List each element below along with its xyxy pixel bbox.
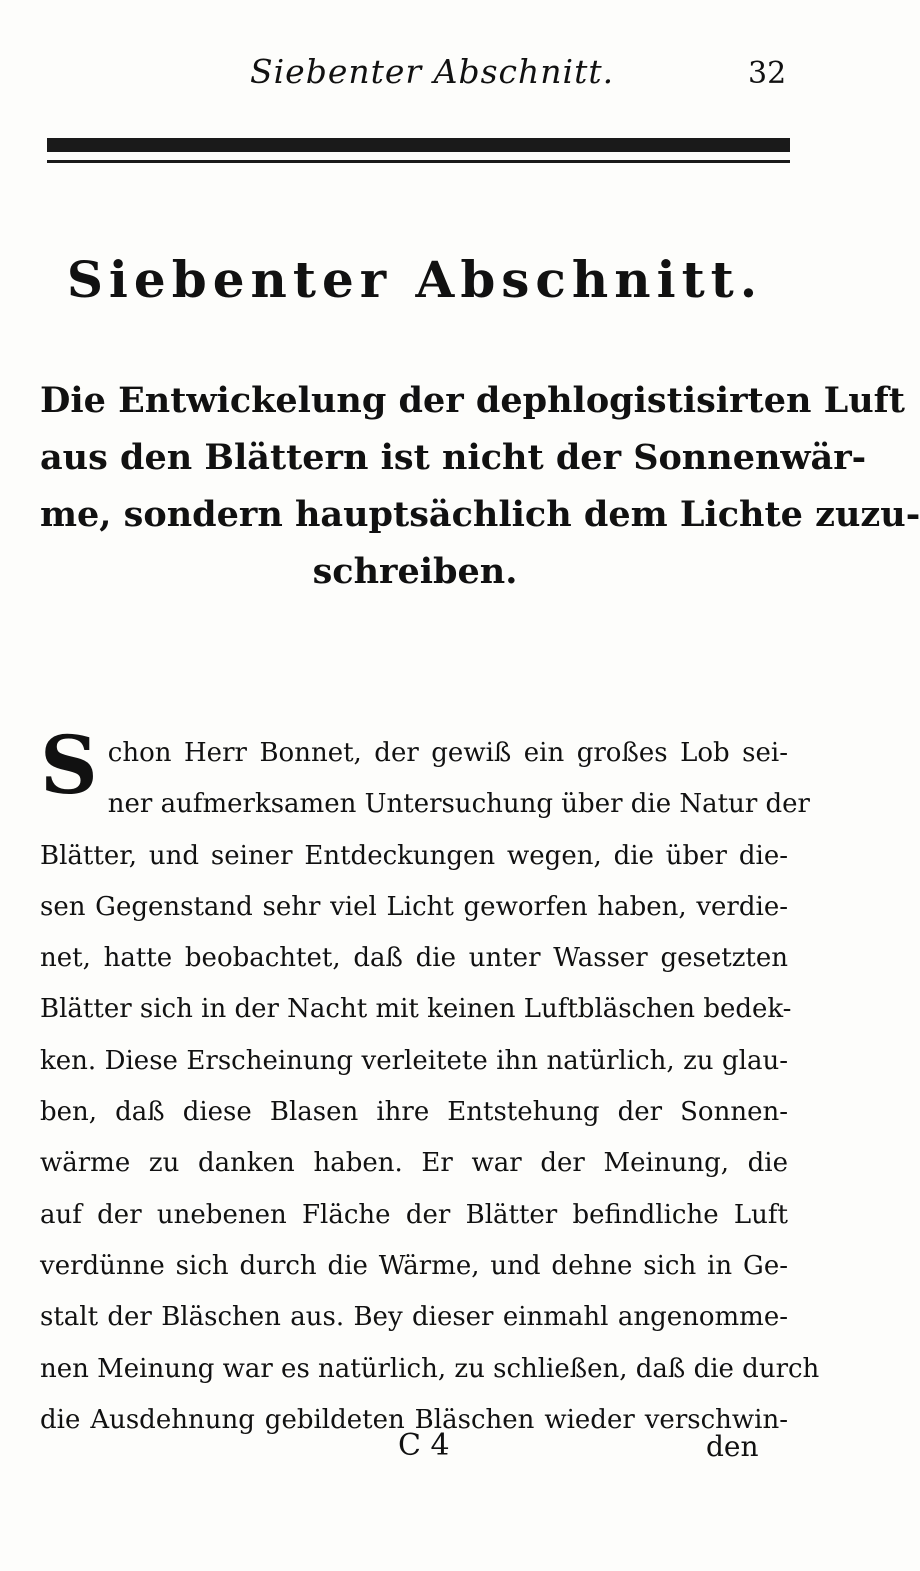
text-line: Blätter sich in der Nacht mit keinen Luftbläschen bedek- — [40, 994, 792, 1025]
text-line: chon Herr Bonnet, der gewiß ein großes Lob sei- — [107, 738, 788, 768]
text-line: nen Meinung war es natürlich, zu schließen, daß die durch — [40, 1353, 820, 1384]
chapter-title: Siebenter Abschnitt. — [66, 250, 764, 309]
text-line: wärme zu danken haben. Er war der Meinung, die — [40, 1148, 788, 1179]
drop-cap: S — [40, 718, 98, 812]
running-head — [0, 52, 830, 102]
subtitle-line: aus den Blättern ist nicht der Sonnenwär- — [40, 437, 867, 478]
text-line: Blätter, und seiner Entdeckungen wegen, die über die- — [40, 840, 788, 871]
chapter-subtitle — [40, 372, 920, 600]
text-line: net, hatte beobachtet, daß die unter Wasser gesetzten — [40, 943, 788, 974]
page-number: 32 — [748, 56, 787, 91]
signature-mark: C 4 — [398, 1428, 450, 1463]
subtitle-line: Die Entwickelung der dephlogistisirten Luft — [40, 380, 905, 421]
subtitle-line: schreiben. — [312, 551, 518, 592]
text-line: stalt der Bläschen aus. Bey dieser einmahl angenomme- — [40, 1302, 788, 1333]
text-line: auf der unebenen Fläche der Blätter befindliche Luft — [40, 1199, 788, 1230]
catchword: den — [706, 1430, 759, 1463]
header-rule-thick — [47, 138, 790, 152]
text-line: ken. Diese Erscheinung verleitete ihn natürlich, zu glau- — [40, 1045, 788, 1076]
text-line: ner aufmerksamen Untersuchung über die Natur der — [107, 789, 810, 820]
text-line: ben, daß diese Blasen ihre Entstehung der Sonnen- — [40, 1097, 788, 1128]
body-paragraph — [40, 718, 820, 1446]
text-line: verdünne sich durch die Wärme, und dehne sich in Ge- — [40, 1250, 788, 1281]
header-rule-thin — [47, 160, 790, 163]
subtitle-line: me, sondern hauptsächlich dem Lichte zuzu- — [40, 494, 920, 535]
text-line: die Ausdehnung gebildeten Bläschen wieder verschwin- — [40, 1404, 788, 1435]
running-title: Siebenter Abschnitt. — [250, 52, 615, 91]
text-line: sen Gegenstand sehr viel Licht geworfen haben, verdie- — [40, 891, 788, 922]
